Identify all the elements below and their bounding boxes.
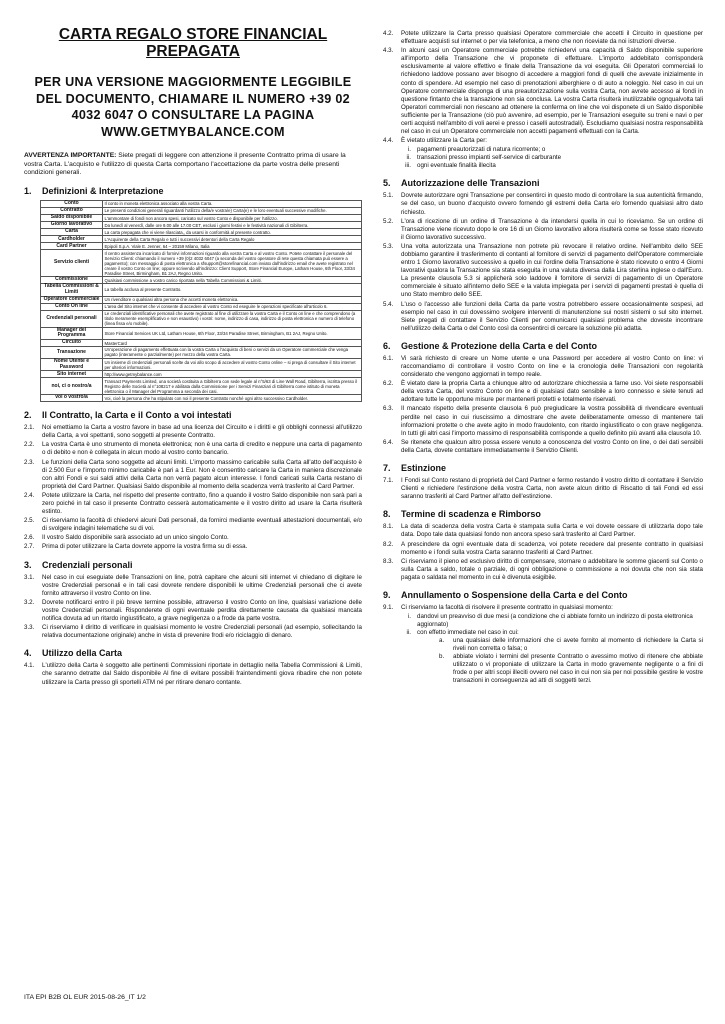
clause [24, 624, 362, 640]
definition-row [41, 243, 362, 250]
section-9-items [383, 604, 703, 612]
clause [383, 301, 703, 333]
definition-row [41, 371, 362, 378]
clause [24, 517, 362, 533]
clause [24, 534, 362, 542]
definition-text: Le credenziali identificative personali che avete registrato al fine di utilizzare la vostra Carta e il Conto on line e che comprendono (a titolo meramente esemplificativo e non esaustivo) i vostri: nome, indirizzo di casa, indirizzo di posta elettronica e numero di telefono (linea fissa e/o mobile). [103, 310, 362, 327]
definitions-table [40, 200, 362, 402]
definition-text: L'Acquirente della Carta Regalo e tutti i successivi detentori della Carta Regalo [103, 236, 362, 243]
right-column [383, 30, 703, 685]
definition-row [41, 229, 362, 236]
clause-number: 2.1. [24, 424, 35, 432]
clause [383, 137, 703, 145]
definition-term: Manager del Programma [41, 327, 103, 340]
definition-term: Giorno lavorativo [41, 222, 103, 229]
definition-term: Carta [41, 229, 103, 236]
clause-text: Una volta autorizzata una Transazione non potrete più revocare il relativo ordine. Nell'ambito dello SEE dobbiamo garantire il trasferimento di contanti al fornitore di servizi di pagamento dell'Operatore commerciale entro 1 Giorno lavorativo successivo a quello in cui l'ordine della Transazione è stato ricevuto o entro 4 Giorni lavorativi qualora la Transazione sia stata eseguita in una valuta diversa dalla Lira sterlina inglese o dall'Euro. La presente clausola 5.3 si applicherà solo laddove il fornitore di servizi di pagamento di un Operatore commerciale è situato all'interno dello SEE e la valuta impiegata per i servizi di pagamenti prestati è quella di uno Stato membro dello SEE. [401, 242, 703, 299]
left-column [24, 26, 362, 688]
definition-term: Conto [41, 200, 103, 207]
clause [383, 218, 703, 242]
clause [383, 47, 703, 136]
clause-text: L'uso o l'accesso alle funzioni della Carta da parte vostra potrebbero essere occasionalmente sospesi, ad esempio nel caso in cui dovessimo svolgere interventi di manutenzione sui nostri sistemi o sul sito internet. Siete pregati di contattare il Servizio Clienti per comunicarci qualsiasi problema che doveste incontrare nell'utilizzo della Carta o del Conto così da consentirci di cercare la soluzione più adatta. [401, 300, 703, 332]
clause-number: 5.4. [383, 300, 394, 308]
definition-row [41, 200, 362, 207]
clause-number: 5.1. [383, 192, 394, 200]
definition-row [41, 250, 362, 277]
clause [383, 604, 703, 612]
definition-text: Un'operazione di pagamento effettuata con la vostra Carta o l'acquisto di beni o servizi da un Operatore commerciale che venga pagato (interamente o parzialmente) per mezzo della vostra Carta. [103, 347, 362, 359]
sub-clause-marker: i. [407, 146, 411, 154]
definition-term: Credenziali personali [41, 310, 103, 327]
clause-text: Il mancato rispetto della presente clausola 6 può pregiudicare la vostra possibilità di rivendicare eventuali perdite nel caso in cui riuscissimo a dimostrare che avete deliberatamente omesso di mantenere tali informazioni protette o che avete agito in modo fraudolento, con ritardo ingiustificato o con grave negligenza. In tutti gli altri casi l'importo massimo di responsabilità corrisponde a quello definito più avanti alla clausola 10. [401, 405, 703, 437]
definition-row [41, 236, 362, 243]
section-6-heading: 6. Gestione & Protezione della Carta e del Conto [383, 340, 598, 351]
sub-clause-text: transazioni presso impianti self-service di carburante [417, 154, 562, 162]
sub-clause-text: pagamenti preautorizzati di natura ricorrente; o [417, 146, 546, 154]
definition-term: Tabella Commissioni & Limiti [41, 284, 103, 297]
definition-term: Nome Utente e Password [41, 358, 103, 371]
section-9-subitems [383, 613, 703, 637]
definition-text: Da lunedì al venerdì, dalle ore 9.00 alle 17.00 CET, esclusi i giorni festivi e le festività nazionali di Gibilterra. [103, 222, 362, 229]
definition-row [41, 327, 362, 340]
important-warning [24, 152, 362, 178]
clause-number: 6.3. [383, 405, 394, 413]
clause-text: Ci riserviamo il diritto di verificare in qualsiasi momento le vostre Credenziali personali (ad esempio, sollecitando la relativa documentazione originale) anche in vista di prevenire frodi e/o riciclaggio di denaro. [42, 624, 362, 640]
clause-text: Dovrete autorizzare ogni Transazione per consentirci in questo modo di controllare la sua autenticità firmando, se del caso, un buono d'acquisto ovvero fornendo gli estremi della Carta e/o fornendo qualsiasi altro dato richiesto. [401, 192, 703, 216]
definition-text: MasterCard [103, 340, 362, 347]
definition-term: Saldo disponibile [41, 214, 103, 221]
sub-clause [401, 629, 703, 637]
definition-text: Il centro assistenza incaricato di fornirvi informazioni riguardo alla vostra Carta e al vostro Conto. Potete contattare il personale del Servizio Clienti: chiamando il numero +39 (0)2 4032 6047 (a seconda del vostro operatore di rete questa chiamata può essere a pagamento); con messaggio di posta elettronica a sfsupport@storefinancial.com inviato dall'indirizzo email che avete registrato nel creare il vostro Conto on line; oppure scrivendo all'indirizzo: Client Support, Store Financial Europe, Latham House, 6th Floor, 33/34 Paradise Street, Birmingham, B1 2AJ, Regno Unito. [103, 250, 362, 277]
clause-number: 3.1. [24, 573, 35, 581]
section-2-items [24, 424, 362, 551]
clause-text: Se ritenete che qualcun altro possa essere venuto a conoscenza del vostro Conto on line, o dei dati sensibili della Carta, dovete contattare immediatamente il Servizio Clienti. [401, 438, 703, 454]
definition-term: noi, ci o nostro/a [41, 378, 103, 395]
clause [383, 380, 703, 404]
clause-text: In alcuni casi un Operatore commerciale potrebbe richiedervi una capacità di Saldo disponibile superiore all'importo della Transazione che vi proponete di effettuare. L'importo addebitato corrisponderà esclusivamente al valore effettivo e finale della Transazione da voi eseguita. Gli Operatori commerciali lo richiedono laddove possano aver bisogno di accedere a maggiori fondi di quelli che avevate inizialmente in conto di spendere. Ad esempio nel caso di prenotazioni alberghiere o di auto a noleggio. Nel caso in cui un Operatore commerciale disponga di una preautorizzazione sulla vostra Carta, non avrete accesso ai fondi in questione fintanto che la transazione non sia conclusa. La vostra Carta risulterà inutilizzabile ognqualvolta tali Operatori commerciali non riescano ad ottenere la conferma on line che voi disponete di un Saldo disponibile sufficiente per la Transazione (ciò può avvenire, ad esempio, per le Transazioni eseguite su treni e navi o per certi acquisti nell'ambito di voli aerei e presso i caselli autostradali). Escludiamo qualsiasi nostra responsabilità nel caso in cui un Operatore commerciale non accetti pagamenti effettuati con la Carta. [401, 47, 703, 136]
section-8-heading: 8. Termine di scadenza e Rimborso [383, 509, 541, 520]
clause-number: 2.2. [24, 441, 35, 449]
clause-text: Nel caso in cui eseguiate delle Transazioni on line, potrà capitare che alcuni siti internet vi chiedano di digitare le vostre Credenziali personali e in tali casi dovrete rendere disponibili le ultime Credenziali personali che ci avete fornito attraverso il vostro Conto on line. [42, 573, 362, 597]
definition-text: Transact Payments Limited, una società costituita a Gibilterra con sede legale al n°5/63 di Line Wall Road, Gibilterra, iscritta presso il Registro delle Società al n°108217 e abilitata dalla Commissione per i Servizi Finanziari di Gibilterra come istituto di moneta elettronica o il Manager del Programma a seconda dei casi. [103, 378, 362, 395]
sub-clause [401, 146, 703, 154]
sub-clause [401, 162, 703, 170]
clause-text: È vietato dare la propria Carta a chiunque altro od autorizzare chicchessia a farne uso. Voi siete responsabili della vostra Carta, del vostro Conto on line e di qualsiasi dato sensibile a loro connesso e siete tenuti ad adottare tutte le opportune misure per mantenerli protetti e totalmente riservati. [401, 380, 703, 404]
definition-text: Un insieme di credenziali personali scelte da voi allo scopo di accedere al vostro Conto online – si prega di consultare il Sito internet per ulteriori informazioni. [103, 358, 362, 371]
clause-text: A prescindere da ogni eventuale data di scadenza, voi potete recedere dal presente contratto in qualsiasi momento e i fondi sulla vostra Carta saranno trasferiti al Card Partner. [401, 540, 703, 556]
clause [24, 424, 362, 440]
clause-text: L'ora di ricezione di un ordine di Transazione è da intendersi quella in cui lo riceviamo. Se un ordine di Transazione viene ricevuto dopo le ore 16 di un Giorno lavorativo allora risulterà come se fosse stato ricevuto il Giorno lavorativo successivo. [401, 217, 703, 241]
clause-text: La vostra Carta è uno strumento di moneta elettronica; non è una carta di credito e neppure una carta di pagamento o di debito e non è collegata in alcun modo al vostro conto bancario. [42, 441, 362, 457]
clause-number: 4.1. [24, 662, 35, 670]
clause [24, 574, 362, 598]
clause [383, 477, 703, 501]
clause-number: 6.4. [383, 438, 394, 446]
clause-number: 6.2. [383, 380, 394, 388]
clause [383, 558, 703, 582]
clause-text: Ci riserviamo la facoltà di chiedervi alcuni Dati personali, da fornirci mediante eventuali attestazioni documentali, e/o di svolgere indagini telematiche su di voi. [42, 517, 362, 533]
section-8-items [383, 523, 703, 582]
clause-text: I Fondi sul Conto restano di proprietà del Card Partner e fermo restando il vostro diritto di contattare il Servizio Clienti e richiedere l'estinzione della vostra Carta, non avete alcun diritto di Riscatto di tali Fondi ed essi saranno trasferiti al Card Partner all'atto dell'estinzione. [401, 477, 703, 501]
clause-text: La data di scadenza della vostra Carta è stampata sulla Carta e voi dovete cessare di utilizzarla dopo tale data. Dopo tale data qualsiasi fondo non ancora speso sarà trasferito al Card Partner. [401, 523, 703, 539]
definition-row [41, 303, 362, 310]
section-4-items-right [383, 30, 703, 145]
sub-sub-clause-marker: b. [439, 653, 445, 661]
section-4-items-left [24, 662, 362, 686]
sub-clause-marker: i. [407, 613, 411, 621]
clause-text: Il vostro Saldo disponibile sarà associato ad un unico singolo Conto. [42, 534, 229, 542]
definition-row [41, 340, 362, 347]
clause-text: È vietato utilizzare la Carta per: [401, 137, 487, 145]
clause-number: 2.7. [24, 543, 35, 551]
definition-text: Un rivenditore o qualsiasi altra persona che accetti moneta elettronica. [103, 296, 362, 303]
sub-clause-marker: ii. [406, 629, 411, 637]
definition-row [41, 347, 362, 359]
definition-text: La carta prepagata che vi viene rilasciata,, da usarsi in conformità al presente contratto. [103, 229, 362, 236]
section-7-items [383, 477, 703, 501]
clause-number: 2.4. [24, 491, 35, 499]
clause-text: Noi emettiamo la Carta a vostro favore in base ad una licenza del Circuito e i diritti e gli obblighi connessi all'utilizzo della Carta, a voi spettanti, sono soggetti al presente Contratto. [42, 424, 362, 440]
sub-clause [401, 154, 703, 162]
clause [383, 30, 703, 46]
clause [24, 543, 362, 551]
definition-term: Sito internet [41, 371, 103, 378]
definition-row [41, 395, 362, 402]
sub-sub-clause [439, 637, 703, 653]
clause [383, 355, 703, 379]
section-5-items [383, 192, 703, 333]
definition-term: Cardholder [41, 236, 103, 243]
clause [383, 439, 703, 455]
clause [383, 405, 703, 437]
clause-text: Potete utilizzare la Carta, nel rispetto del presente contratto, fino a quando il vostro Saldo disponibile non sarà pari a zero poiché in tal caso il presente Contratto cesserà automaticamente e il vostro diritto ad usare la Carta risulterà estinto. [42, 491, 362, 516]
definition-text: Epipoli S.p.A. Viale E. Jenner, 64 – 20159 Milano, Italia [103, 243, 362, 250]
clause [383, 192, 703, 216]
section-3-items [24, 574, 362, 641]
section-3-heading: 3. Credenziali personali [24, 559, 133, 570]
section-2-heading: 2. Il Contratto, la Carta e il Conto a voi intestati [24, 410, 232, 421]
warning-text: Siete pregati di leggere con attenzione il presente Contratto prima di usare la vostra Carta. L'acquisto e l'utilizzo di questa Carta comportano l'accettazione da parte vostra delle presenti condizioni generali. [24, 152, 346, 177]
definition-text: Qualsiasi commissione a vostro carico riportata nella Tabella Commissioni & Limiti. [103, 277, 362, 284]
clause-number: 3.3. [24, 624, 35, 632]
section-4-heading: 4. Utilizzo della Carta [24, 648, 123, 659]
clause-number: 4.3. [383, 47, 394, 55]
clause-number: 8.1. [383, 523, 394, 531]
clause-number: 2.6. [24, 534, 35, 542]
footer-document-code: ITA EPI B2B OL EUR 2015-08-26_IT 1/2 [24, 994, 146, 1001]
definition-term: Contratto [41, 207, 103, 214]
clause-number: 5.2. [383, 217, 394, 225]
sub-sub-clause [439, 653, 703, 685]
clause-number: 3.2. [24, 598, 35, 606]
clause [24, 459, 362, 491]
definition-row [41, 296, 362, 303]
clause [24, 662, 362, 686]
clause-text: Ci riserviamo la facoltà di risolvere il presente contratto in qualsiasi momento: [401, 603, 613, 611]
section-9-heading: 9. Annullamento o Sospensione della Carta e del Conto [383, 589, 628, 600]
clause [24, 441, 362, 457]
warning-label: AVVERTENZA IMPORTANTE: [24, 152, 117, 159]
section-6-items [383, 355, 703, 455]
definition-term: Conto On line [41, 303, 103, 310]
definition-row [41, 284, 362, 297]
clause-text: Dovrete notificarci entro il più breve termine possibile, attraverso il vostro Conto on line, qualsiasi variazione delle vostre Credenziali personali. Risponderete di ogni eventuale perdita direttamente causata da qualsiasi mancata notifica dovuta ad un ritardo ingiustificato, a grave negligenza o a frode da parte vostra. [42, 598, 362, 623]
clause [383, 541, 703, 557]
document-title: CARTA REGALO STORE FINANCIAL PREPAGATA [58, 26, 328, 60]
section-9-subsubitems [383, 637, 703, 685]
clause-text: Ci riserviamo il pieno ed esclusivo diritto di compensare, stornare o addebitare le somme giacenti sul Conto o sulla Carta a saldo, totale o parziale, di ogni obbligazione o commissione a noi dovuta che non sia stata pagata o saldata nel momento in cui è divenuta esigibile. [401, 557, 703, 581]
definition-text: Le presenti condizioni generali riguardanti l'utilizzo della/e vostra/e) Carta(e) e le loro eventuali successive modifiche. [103, 207, 362, 214]
clause [383, 243, 703, 300]
sub-sub-clause-text: abbiate violato i termini del presente Contratto o avessimo motivo di ritenere che abbiate utilizzato o vi proponiate di utilizzare la Carta in modo gravemente negligente o a fini di frode o per altri scopi illeciti ovvero nel caso in cui non sia per noi possibile gestire le vostre transazioni in conseguenza ad atti di soggetti terzi. [453, 653, 703, 685]
section-7-heading: 7. Estinzione [383, 463, 447, 474]
clause-number: 6.1. [383, 354, 394, 362]
definition-text: http://www.getmybalance.com [103, 371, 362, 378]
sub-sub-clause-marker: a. [439, 637, 445, 645]
definition-row [41, 222, 362, 229]
definition-term: Circuito [41, 340, 103, 347]
definition-text: L'area del Sito internet che vi consente di accedere al vostro Conto ed eseguire le operazioni specificate all'articolo 6. [103, 303, 362, 310]
clause-text: Potete utilizzare la Carta presso qualsiasi Operatore commerciale che accetti il Circuito in questione per effettuare acquisti sul internet o per via telefonica, a meno che non riceviate da noi istruzioni diverse. [401, 30, 703, 46]
section-1-heading: 1. Definizioni & Interpretazione [24, 185, 164, 196]
definition-term: Servizio clienti [41, 250, 103, 277]
section-5-heading: 5. Autorizzazione delle Transazioni [383, 178, 540, 189]
definition-term: Operatore commerciale [41, 296, 103, 303]
sub-clause [401, 613, 703, 629]
clause-number: 9.1. [383, 603, 394, 611]
definition-text: La tabella acclusa al presente Contratto. [103, 284, 362, 297]
definition-term: Transazione [41, 347, 103, 359]
sub-sub-clause-text: una qualsiasi delle informazioni che ci avete fornito al momento di richiedere la Carta si riveli non corretta o falsa; o [453, 637, 703, 653]
definition-row [41, 310, 362, 327]
sub-clause-text: ogni eventuale finalità illecita [417, 162, 496, 170]
clause [383, 523, 703, 539]
sub-clause-text: con effetto immediate nel caso in cui: [417, 629, 519, 637]
definition-text: Il conto in moneta elettronica associato alla vostra Carta. [103, 200, 362, 207]
definition-text: L'ammontare di fondi non ancora spesi, caricato sul vostro Conto e disponibile per l'utilizzo. [103, 214, 362, 221]
clause-text: Le funzioni della Carta sono soggette ad alcuni limiti. L'importo massimo caricabile sulla Carta all'atto dell'acquisto è di 2.500 Eur e l'importo minimo caricabile è pari a 1 Eur. Non è consentito caricare la Carta in maniera discrezionale con altri Fondi e sui saldi attivi della Carta non verrà pagato alcun interesse. I fondi caricati sulla Carta restano di proprietà del Card Partner. Qualsiasi Saldo disponibile al momento della scadenza verrà trasferito al Card Partner. [42, 458, 362, 490]
clause-number: 8.2. [383, 540, 394, 548]
sub-clause-marker: ii. [406, 154, 411, 162]
definition-row [41, 378, 362, 395]
definition-text: Voi, cioè la persona che ha stipulato con noi il presente Contratto nonché ogni altro successivo Cardholder. [103, 395, 362, 402]
clause-number: 8.3. [383, 557, 394, 565]
clause-number: 2.5. [24, 517, 35, 525]
clause-number: 5.3. [383, 242, 394, 250]
definition-text: Store Financial Services UK Ltd, Latham House, 6th Floor, 33/34 Paradise Street, Birmingham, B1 2AJ, Regno Unito. [103, 327, 362, 340]
clause-number: 7.1. [383, 477, 394, 485]
clause-text: Prima di poter utilizzare la Carta dovrete apporre la vostra firma su di essa. [42, 543, 248, 551]
clause-number: 2.3. [24, 458, 35, 466]
clause-number: 4.2. [383, 30, 394, 37]
definition-term: Card Partner [41, 243, 103, 250]
clause [24, 492, 362, 516]
sub-clause-text: dandovi un preavviso di due mesi (a condizione che ci abbiate fornito un indirizzo di posta elettronica aggiornato) [417, 613, 693, 629]
clause-number: 4.4. [383, 137, 394, 145]
definition-term: voi o vostro/a [41, 395, 103, 402]
definition-term: Commissione [41, 277, 103, 284]
clause [24, 599, 362, 623]
contact-subtitle: PER UNA VERSIONE MAGGIORMENTE LEGGIBILE DEL DOCUMENTO, CHIAMARE IL NUMERO +39 02 4032 6047 O CONSULTARE LA PAGINA WWW.GETMYBALANCE.COM [34, 75, 352, 139]
sub-clause-marker: iii. [405, 162, 411, 170]
clause-text: L'utilizzo della Carta è soggetto alle pertinenti Commissioni riportate in dettaglio nella Tabella Commissioni & Limiti, che saranno detratte dal Saldo disponibile Al fine di evitare possibili fraintendimenti giova ribadire che non potete utilizzare la Carta presso gli sportelli ATM né per ritirare denaro contante. [42, 662, 362, 686]
section-4-subitems [383, 146, 703, 170]
definition-row [41, 358, 362, 371]
clause-text: Vi sarà richiesto di creare un Nome utente e una Password per accedere al vostro Conto on line: vi raccomandiamo di controllare il vostro Conto on line e la cronologia delle Transazioni con regolarità considerato che vengono aggiornati in tempo reale. [401, 354, 703, 379]
